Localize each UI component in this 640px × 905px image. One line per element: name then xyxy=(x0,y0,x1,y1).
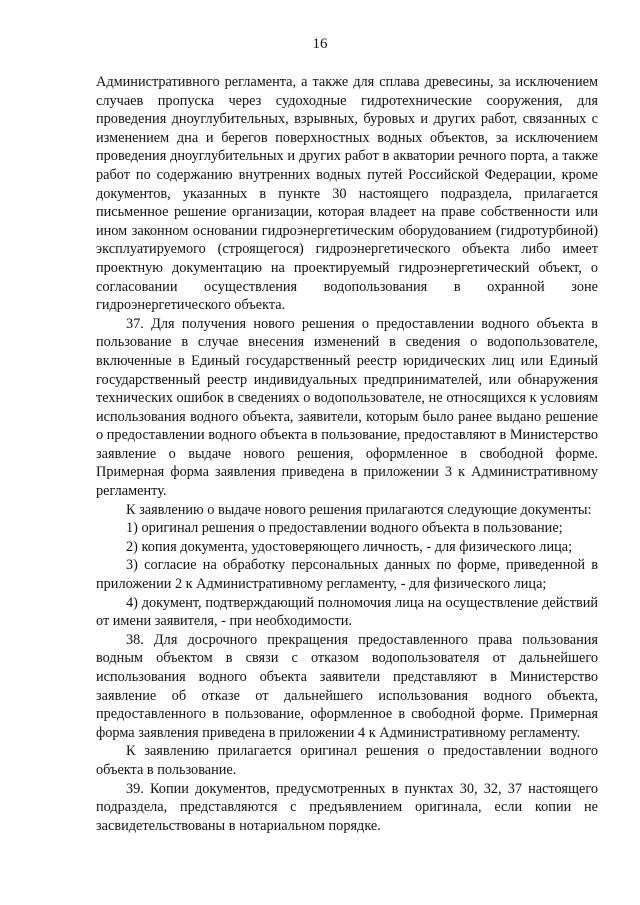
list-item-3: 3) согласие на обработку персональных данных по форме, приведенной в приложении 2 к Административному регламенту, - для физического лица; xyxy=(96,557,598,593)
list-item-1: 1) оригинал решения о предоставлении водного объекта в пользование; xyxy=(126,520,563,537)
list-item-4: 4) документ, подтверждающий полномочия лица на осуществление действий от имени заявителя, - при необходимости. xyxy=(96,594,598,630)
document-body xyxy=(96,73,598,835)
paragraph-39: 39. Копии документов, предусмотренных в пунктах 30, 32, 37 настоящего подраздела, представляются с предъявлением оригинала, если копии не засвидетельствованы в нотариальном порядке. xyxy=(96,780,598,834)
paragraph-37: 37. Для получения нового решения о предоставлении водного объекта в пользование в случае внесения изменений в сведения о водопользователе, включенные в Единый государственный реестр юридических лиц или Единый государственный реестр индивидуальных предпринимателей, или обнаружения технических ошибок в сведениях о водопользователе, не относящихся к условиям использования водного объекта, заявители, которым было ранее выдано решение о предоставлении водного объекта в пользование, предоставляют в Министерство заявление о выдаче нового решения, оформленное в свободной форме. Примерная форма заявления приведена в приложении 3 к Административному регламенту. xyxy=(96,315,598,500)
page-number: 16 xyxy=(312,36,328,52)
paragraph-38-attachment: К заявлению прилагается оригинал решения о предоставлении водного объекта в пользование. xyxy=(96,743,598,778)
paragraph-continuation: Административного регламента, а также для сплава древесины, за исключением случаев пропуска через судоходные гидротехнические сооружения, для проведения дноуглубительных, взрывных, буровых и других работ, связанных с изменением дна и берегов поверхностных водных объектов, за исключением проведения дноуглубительных и других работ в акватории речного порта, а также работ по содержанию внутренних водных путей Российской Федерации, кроме документов, указанных в пункте 30 настоящего подраздела, прилагается письменное решение организации, которая владеет на праве собственности или ином законном основании гидроэнергетическим оборудованием (гидротурбиной) эксплуатируемого (строящегося) гидроэнергетического объекта либо имеет проектную документацию на проектируемый гидроэнергетический объект, о согласовании осуществления водопользования в охранной зоне гидроэнергетического объекта. xyxy=(96,74,598,314)
paragraph-attachments-intro: К заявлению о выдаче нового решения прилагаются следующие документы: xyxy=(126,501,592,518)
list-item-2: 2) копия документа, удостоверяющего личность, - для физического лица; xyxy=(126,538,573,555)
paragraph-38: 38. Для досрочного прекращения предоставленного права пользования водным объектом в связи с отказом водопользователя от дальнейшего использования водного объекта заявители представляют в Министерство заявление об отказе от дальнейшего использования водного объекта, предоставленного в пользование, оформленное в свободной форме. Примерная форма заявления приведена в приложении 4 к Административному регламенту. xyxy=(96,631,598,741)
